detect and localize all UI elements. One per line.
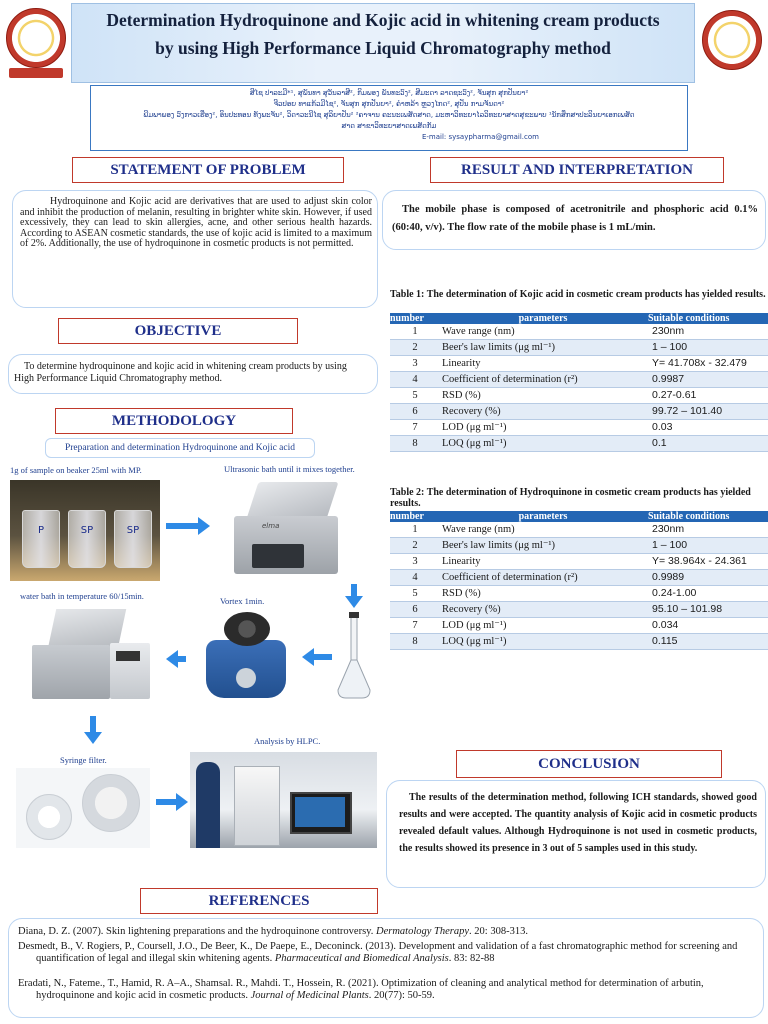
reference-3-tail: . 20(77): 50-59. (368, 989, 435, 1001)
heading-statement-of-problem: STATEMENT OF PROBLEM (72, 157, 344, 183)
mobile-phase-text: The mobile phase is composed of acetronitrile and phosphoric acid 0.1% (60:40, v/v). The flow rate of the mobile phase is 1 mL/min. (392, 204, 758, 233)
reference-1 (18, 926, 756, 938)
table2-cell-num: 5 (390, 586, 440, 602)
table2-cell-val: 0.115 (646, 634, 768, 650)
table1-row (390, 324, 768, 340)
table2-cell-num: 7 (390, 618, 440, 634)
table1-cell-val: 0.9987 (646, 372, 768, 388)
sample-beakers-photo (10, 480, 160, 581)
table2-cell-val: 230nm (646, 522, 768, 538)
seal-right-icon (702, 10, 762, 70)
table2-cell-param: RSD (%) (440, 586, 646, 602)
table1-header-number: number (390, 313, 440, 324)
reference-1-text: Diana, D. Z. (2007). Skin lightening preparations and the hydroquinone controversy. (18, 926, 376, 937)
table2-cell-param: Coefficient of determination (r²) (440, 570, 646, 586)
heading-methodology: METHODOLOGY (55, 408, 293, 434)
table2-row (390, 618, 768, 634)
caption-syringe-filter: Syringe filter. (60, 755, 107, 765)
beaker-1: P (22, 510, 60, 568)
table2-row (390, 570, 768, 586)
table1-cell-val: 230nm (646, 324, 768, 340)
table2-cell-val: 0.9989 (646, 570, 768, 586)
table1-cell-num: 8 (390, 436, 440, 452)
table1-row (390, 436, 768, 452)
poster-title-line-2: by using High Performance Liquid Chromatography method (155, 38, 611, 58)
table1-row (390, 356, 768, 372)
table2-cell-num: 2 (390, 538, 440, 554)
preparation-label: Preparation and determination Hydroquinone and Kojic acid (45, 438, 315, 458)
heading-conclusion: CONCLUSION (456, 750, 722, 778)
contact-email[interactable]: E-mail: sysaypharma@gmail.com (421, 133, 539, 141)
table1-cell-num: 7 (390, 420, 440, 436)
reference-2-journal: Pharmaceutical and Biomedical Analysis (274, 952, 449, 964)
table1-caption-label: Table 1: (390, 289, 425, 300)
reference-2-tail: . 83: 82-88 (448, 952, 495, 964)
table1-cell-param: Beer's law limits (μg ml⁻¹) (440, 340, 646, 356)
beaker-3: SP (114, 510, 152, 568)
table1-cell-val: 0.03 (646, 420, 768, 436)
table2-header-conditions: Suitable conditions (646, 511, 768, 522)
table2-cell-param: LOQ (μg ml⁻¹) (440, 634, 646, 650)
table1-cell-param: Linearity (440, 356, 646, 372)
table1-cell-param: LOD (μg ml⁻¹) (440, 420, 646, 436)
table1-cell-val: 1 – 100 (646, 340, 768, 356)
reference-2 (18, 941, 756, 964)
ultrasonic-brand: elma (262, 522, 280, 530)
table2-row (390, 554, 768, 570)
table2-cell-param: Linearity (440, 554, 646, 570)
caption-vortex: Vortex 1min. (220, 596, 265, 606)
table2-cell-num: 4 (390, 570, 440, 586)
table2-cell-num: 1 (390, 522, 440, 538)
seal-left-ribbon (9, 68, 63, 78)
table1-cell-param: Wave range (nm) (440, 324, 646, 340)
table2-cell-param: LOD (μg ml⁻¹) (440, 618, 646, 634)
table2-cell-num: 3 (390, 554, 440, 570)
table2-cell-num: 8 (390, 634, 440, 650)
beaker-2: SP (68, 510, 106, 568)
table1-cell-param: RSD (%) (440, 388, 646, 404)
reference-3-text: Eradati, N., Fateme., T., Hamid, R. A–A., Shamsal. R., Mahdi. T., Hossein, R. (2021). Optimization of cleaning and analytical method for determination of arbutin, hydroquinone and kojic acid in cosmetic products. (18, 978, 704, 1001)
statement-text: Hydroquinone and Kojic acid are derivatives that are used to adjust skin color and inhibit the production of melanin, resulting in brighter white skin. However, if used excessively, they can lead to skin allergies, acne, and other serious health hazards. According to ASEAN cosmetic standards, the use of kojic acid is limited to a maximum of 2%. Additionally, the use of hydroquinone in cosmetic products is not permitted. (20, 196, 372, 250)
table2-cell-param: Wave range (nm) (440, 522, 646, 538)
volumetric-flask-photo (334, 612, 374, 702)
table1-row (390, 388, 768, 404)
reference-1-tail: . 20: 308-313. (469, 926, 528, 937)
caption-water-bath: water bath in temperature 60/15min. (20, 591, 144, 601)
conclusion-text: The results of the determination method, following ICH standards, showed good results and were accepted. The quantity analysis of Kojic acid in cosmetic products revealed default values. Although Hydroquinone is not used in cosmetic products, the results showed its presence in 3 out of 5 samples used in this study. (399, 792, 757, 854)
table2-cell-param: Beer's law limits (μg ml⁻¹) (440, 538, 646, 554)
authors-line-1: ສີໄຊ ປາລະມີ*¹, ສຸພັນທາ ສຸວັນລາສີ², ກິມພອງ ພັນທະວົງ², ສີມະດາ ລາດຊະວົງ², ຈັນສຸກ ສຸກປັນຍາ² (249, 89, 529, 97)
table2-header-number: number (390, 511, 440, 522)
table1-cell-val: 99.72 – 101.40 (646, 404, 768, 420)
reference-3 (18, 978, 756, 1001)
table2-row (390, 602, 768, 618)
heading-references: REFERENCES (140, 888, 378, 914)
table1-cell-num: 4 (390, 372, 440, 388)
table1-row (390, 404, 768, 420)
authors-line-2: ຈີວປອຍ ທາແກ້ວມີໄຊ², ຈັນສຸກ ສຸກປັນຍາ², ຄຳຫລ້າ ຫຼວງໄກດ², ສຸປັນ ກາມຈັນດາ² (273, 100, 505, 108)
ultrasonic-bath-photo (222, 478, 348, 582)
table1-header-conditions: Suitable conditions (646, 313, 768, 324)
table1-cell-param: Recovery (%) (440, 404, 646, 420)
affiliation-line-2: ສາດ ສາຂາວິທະຍາສາດເພສັດກັມ (341, 122, 437, 130)
university-seal-right (700, 8, 764, 82)
table2-row (390, 538, 768, 554)
heading-objective: OBJECTIVE (58, 318, 298, 344)
seal-left-icon (6, 8, 66, 68)
table1-caption-text: The determination of Kojic acid in cosmetic cream products has yielded results. (426, 289, 766, 300)
table2-row (390, 586, 768, 602)
table2-cell-val: 0.24-1.00 (646, 586, 768, 602)
heading-result-and-interpretation: RESULT AND INTERPRETATION (430, 157, 724, 183)
table1-cell-num: 5 (390, 388, 440, 404)
table1-caption (390, 290, 766, 301)
table1-row (390, 372, 768, 388)
water-bath-photo (30, 605, 153, 713)
table2-cell-val: Y= 38.964x - 24.361 (646, 554, 768, 570)
syringe-filter-photo (16, 768, 150, 848)
table1-cell-val: 0.1 (646, 436, 768, 452)
table1-cell-num: 3 (390, 356, 440, 372)
table1-header-parameters: parameters (440, 313, 646, 324)
table1-cell-val: 0.27-0.61 (646, 388, 768, 404)
reference-3-journal: Journal of Medicinal Plants (250, 989, 369, 1001)
hplc-instrument-photo (190, 752, 377, 848)
university-seal-left (4, 8, 68, 82)
table1-cell-num: 2 (390, 340, 440, 356)
hydroquinone-table (390, 511, 768, 650)
poster-title-line-1: Determination Hydroquinone and Kojic acid in whitening cream products (106, 10, 660, 30)
reference-1-journal: Dermatology Therapy (376, 926, 470, 937)
table2-header-parameters: parameters (440, 511, 646, 522)
table2-cell-val: 1 – 100 (646, 538, 768, 554)
table1-cell-num: 1 (390, 324, 440, 340)
reference-2-text: Desmedt, B., V. Rogiers, P., Coursell, J.O., De Beer, K., De Paepe, E., Deconinck. (2013). Development and validation of a fast chromatographic method for screening and quantification of legal and illegal skin whitening agents. (18, 941, 738, 964)
affiliation-line-1: ພີມພາພອງ ວົງກາວເຮືອງ², ອິນປະທອນ ທັງພະຈັນ², ວິດາວະນີໄຊ ສຸລິຍາປັນ² ²ຄາຈານ ຄະນະເພສັດສາດ, ມະຫາວິທະຍາໄລວິທະຍາສາດສຸຂະພາບ ¹ນັກສຶກສາປະລິນຍາເອກເພສັດ (143, 111, 635, 119)
table2-caption-text: The determination of Hydroquinone in cosmetic cream products has yielded results. (390, 487, 751, 509)
table2-cell-val: 0.034 (646, 618, 768, 634)
table2-cell-param: Recovery (%) (440, 602, 646, 618)
table1-cell-param: Coefficient of determination (r²) (440, 372, 646, 388)
table2-cell-num: 6 (390, 602, 440, 618)
caption-sample: 1g of sample on beaker 25ml with MP. (10, 465, 142, 475)
authors-box (90, 85, 688, 151)
table2-row (390, 634, 768, 650)
table1-cell-param: LOQ (μg ml⁻¹) (440, 436, 646, 452)
table2-caption-label: Table 2: (390, 487, 425, 498)
table1-cell-val: Y= 41.708x - 32.479 (646, 356, 768, 372)
table1-cell-num: 6 (390, 404, 440, 420)
objective-text: To determine hydroquinone and kojic acid in whitening cream products by using High Performance Liquid Chromatography method. (14, 361, 347, 384)
table1-row (390, 340, 768, 356)
vortex-mixer-photo (200, 606, 293, 702)
caption-hplc: Analysis by HLPC. (254, 736, 321, 746)
table2-row (390, 522, 768, 538)
table2-caption (390, 488, 766, 509)
caption-ultrasonic: Ultrasonic bath until it mixes together. (224, 464, 355, 474)
kojic-acid-table (390, 313, 768, 452)
table2-cell-val: 95.10 – 101.98 (646, 602, 768, 618)
table1-row (390, 420, 768, 436)
